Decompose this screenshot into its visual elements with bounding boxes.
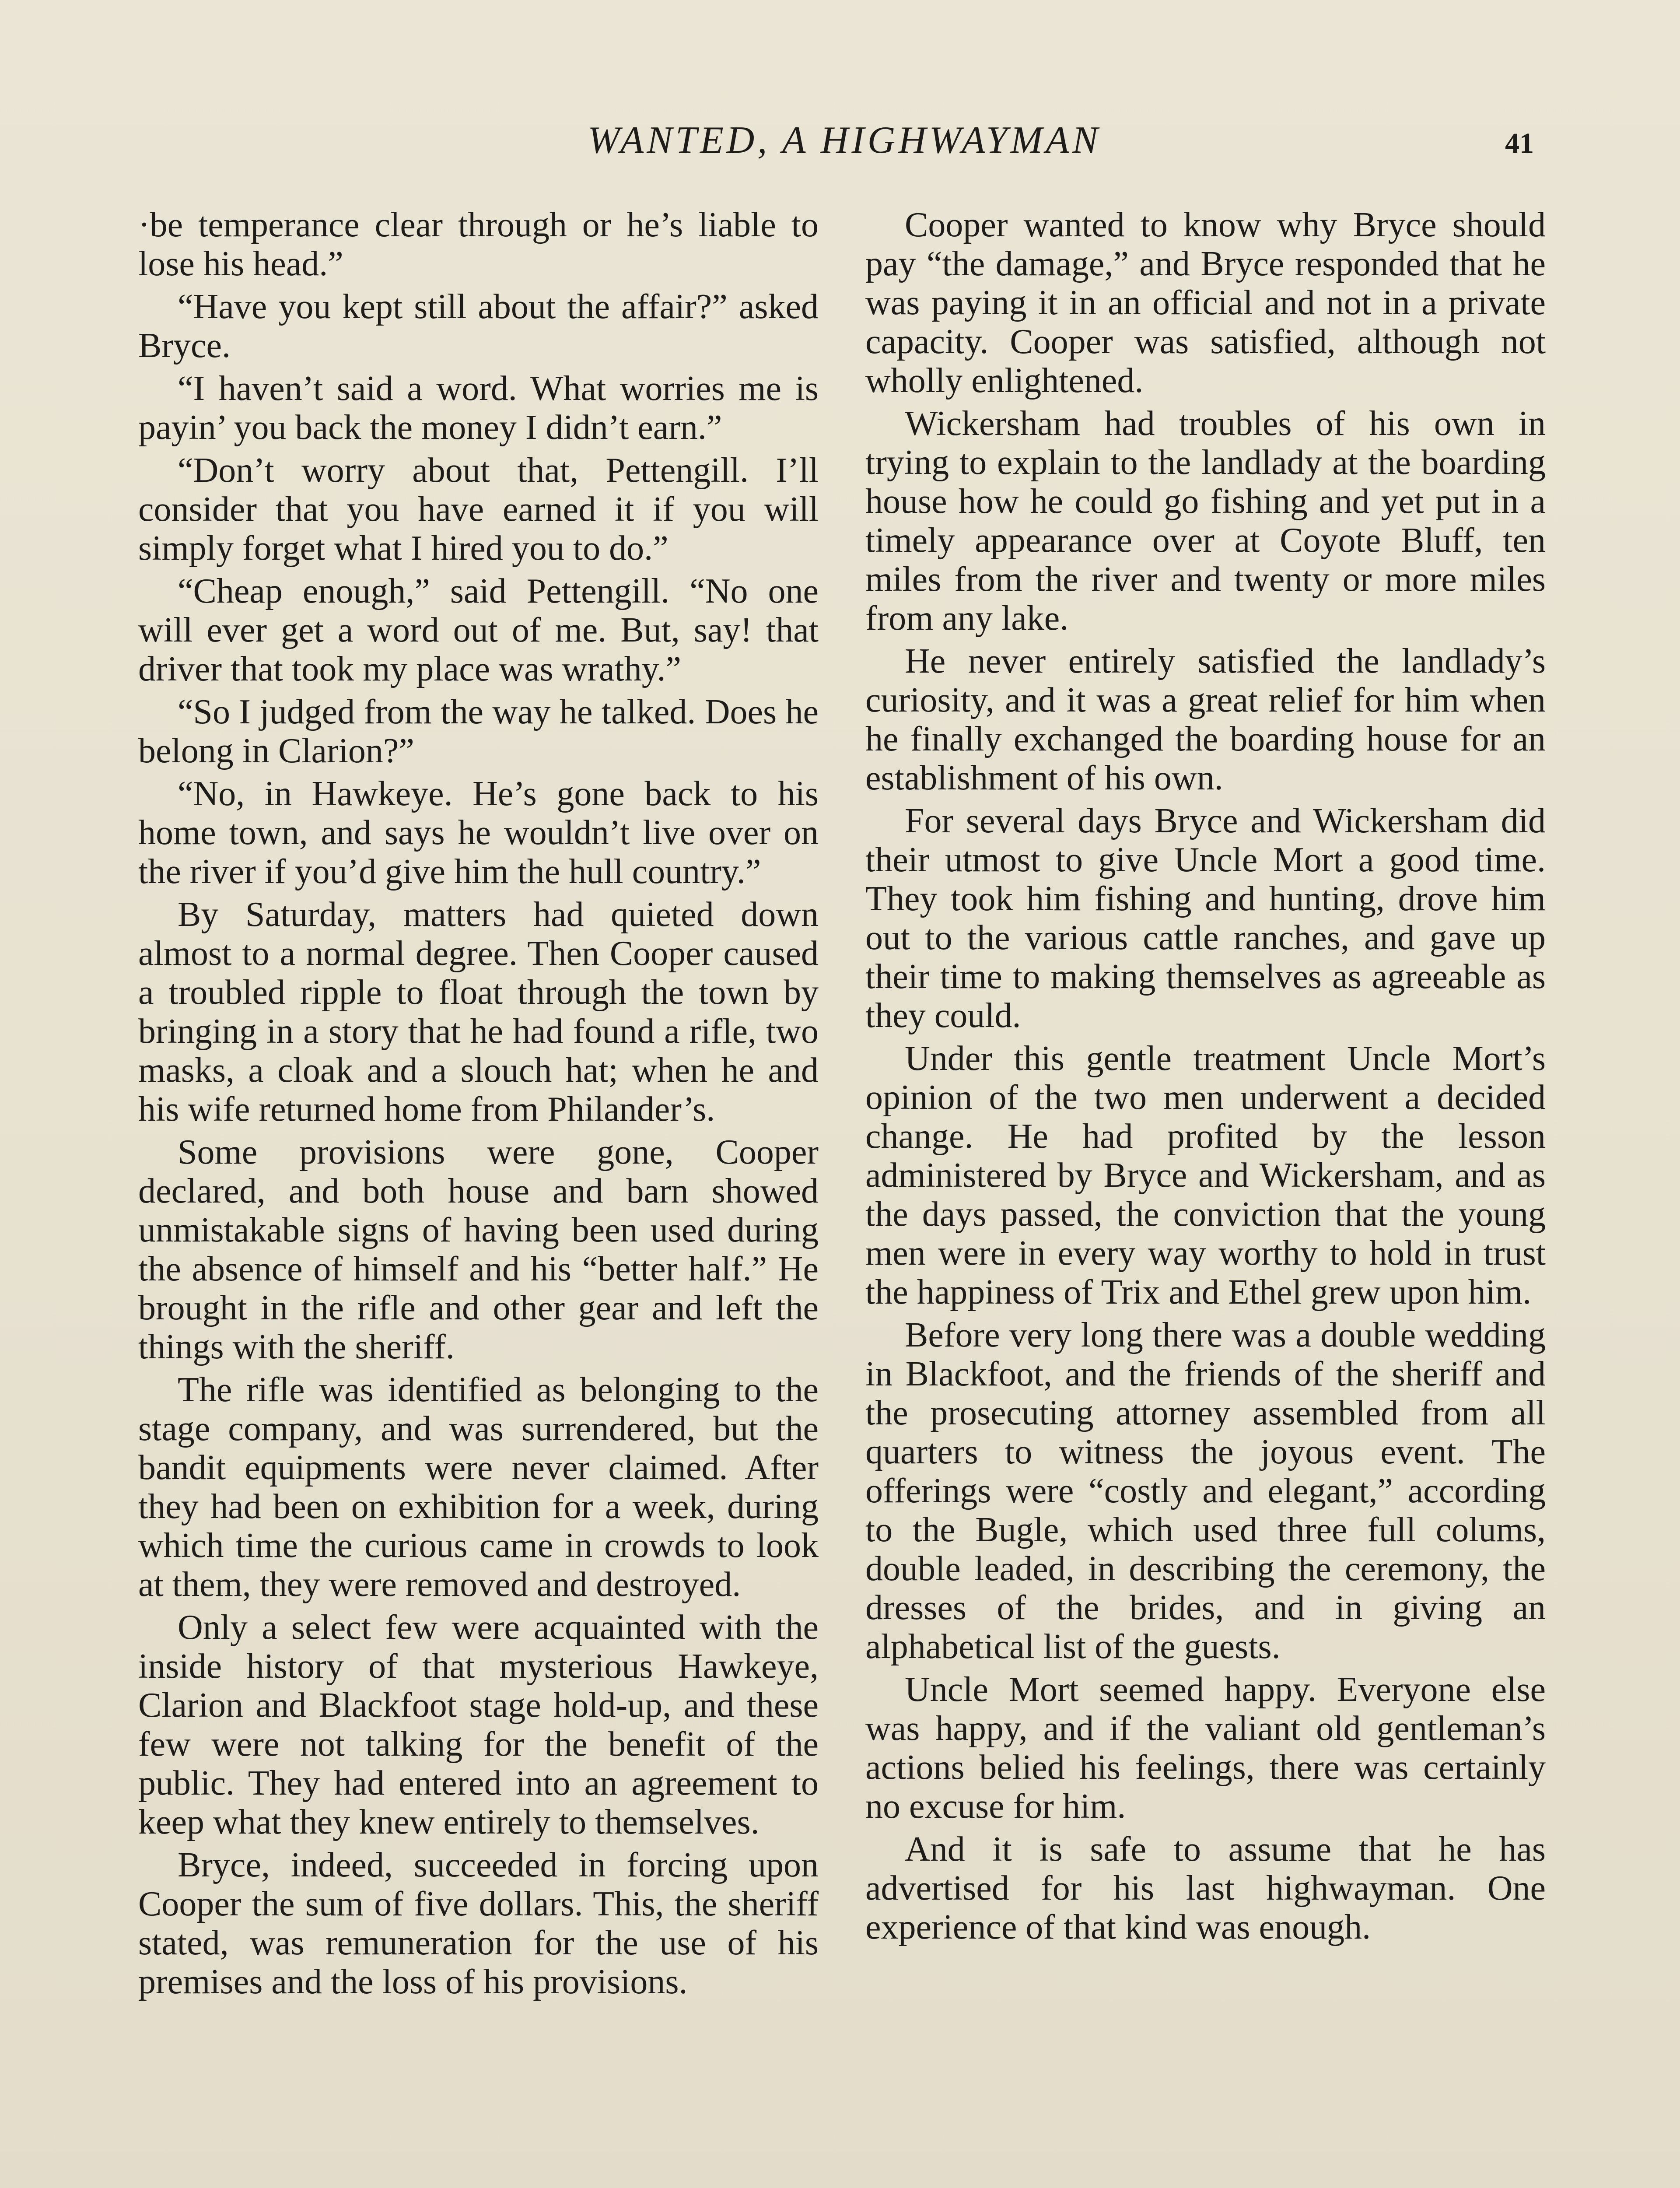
paragraph: Uncle Mort seemed happy. Everyone else was happy, and if the valiant old gentleman’s actions belied his feelings, there was certainly no excuse for him. — [865, 1670, 1546, 1826]
paragraph: “Have you kept still about the affair?” asked Bryce. — [138, 288, 819, 365]
paragraph: Some provisions were gone, Cooper declared, and both house and barn showed unmistakable signs of having been used during the absence of himself and his “better half.” He brought in the rifle and other gear and left the things with the sheriff. — [138, 1133, 819, 1366]
paragraph: “Don’t worry about that, Pettengill. I’ll consider that you have earned it if you will simply forget what I hired you to do.” — [138, 451, 819, 568]
paragraph: Wickersham had troubles of his own in trying to explain to the landlady at the boarding house how he could go fishing and yet put in a timely appearance over at Coyote Bluff, ten miles from the river and twenty or more miles from any lake. — [865, 404, 1546, 638]
paragraph: Before very long there was a double wedding in Blackfoot, and the friends of the sheriff and the prosecuting attorney assembled from all quarters to witness the joyous event. The offerings were “costly and elegant,” according to the Bugle, which used three full colums, double leaded, in describing the ceremony, the dresses of the brides, and in giving an alphabetical list of the guests. — [865, 1316, 1546, 1666]
paragraph: “I haven’t said a word. What worries me is payin’ you back the money I didn’t earn.” — [138, 369, 819, 447]
paragraph: For several days Bryce and Wickersham did their utmost to give Uncle Mort a good time. They took him fishing and hunting, drove him out to the various cattle ranches, and gave up their time to making themselves as agreeable as they could. — [865, 802, 1546, 1035]
page-number: 41 — [1505, 127, 1534, 159]
running-head-title: WANTED, A HIGHWAYMAN — [588, 119, 1101, 161]
paragraph: Under this gentle treatment Uncle Mort’s opinion of the two men underwent a decided change. He had profited by the lesson administered by Bryce and Wickersham, and as the days passed, the conviction that the young men were in every way worthy to hold in trust the happiness of Trix and Ethel grew upon him. — [865, 1039, 1546, 1311]
paragraph: Cooper wanted to know why Bryce should pay “the damage,” and Bryce responded that he was paying it in an official and not in a private capacity. Cooper was satisfied, although not wholly enlightened. — [865, 206, 1546, 400]
paragraph: ·be temperance clear through or he’s liable to lose his head.” — [138, 206, 819, 283]
text-column-left — [138, 206, 819, 2006]
paragraph: “Cheap enough,” said Pettengill. “No one will ever get a word out of me. But, say! that driver that took my place was wrathy.” — [138, 572, 819, 688]
text-column-right — [865, 206, 1546, 1951]
paragraph: By Saturday, matters had quieted down almost to a normal degree. Then Cooper caused a troubled ripple to float through the town by bringing in a story that he had found a rifle, two masks, a cloak and a slouch hat; when he and his wife returned home from Philander’s. — [138, 895, 819, 1129]
paragraph: “So I judged from the way he talked. Does he belong in Clarion?” — [138, 693, 819, 770]
paragraph: Bryce, indeed, succeeded in forcing upon Cooper the sum of five dollars. This, the sheriff stated, was remuneration for the use of his premises and the loss of his provisions. — [138, 1846, 819, 2001]
paragraph: And it is safe to assume that he has advertised for his last highwayman. One experience of that kind was enough. — [865, 1830, 1546, 1946]
paragraph: “No, in Hawkeye. He’s gone back to his home town, and says he wouldn’t live over on the river if you’d give him the hull country.” — [138, 775, 819, 891]
paragraph: The rifle was identified as belonging to the stage company, and was surrendered, but the bandit equipments were never claimed. After they had been on exhibition for a week, during which time the curious came in crowds to look at them, they were removed and destroyed. — [138, 1371, 819, 1604]
paragraph: Only a select few were acquainted with the inside history of that mysterious Hawkeye, Clarion and Blackfoot stage hold-up, and these few were not talking for the benefit of the public. They had entered into an agreement to keep what they knew entirely to themselves. — [138, 1608, 819, 1841]
paragraph: He never entirely satisfied the landlady’s curiosity, and it was a great relief for him when he finally exchanged the boarding house for an establishment of his own. — [865, 642, 1546, 797]
